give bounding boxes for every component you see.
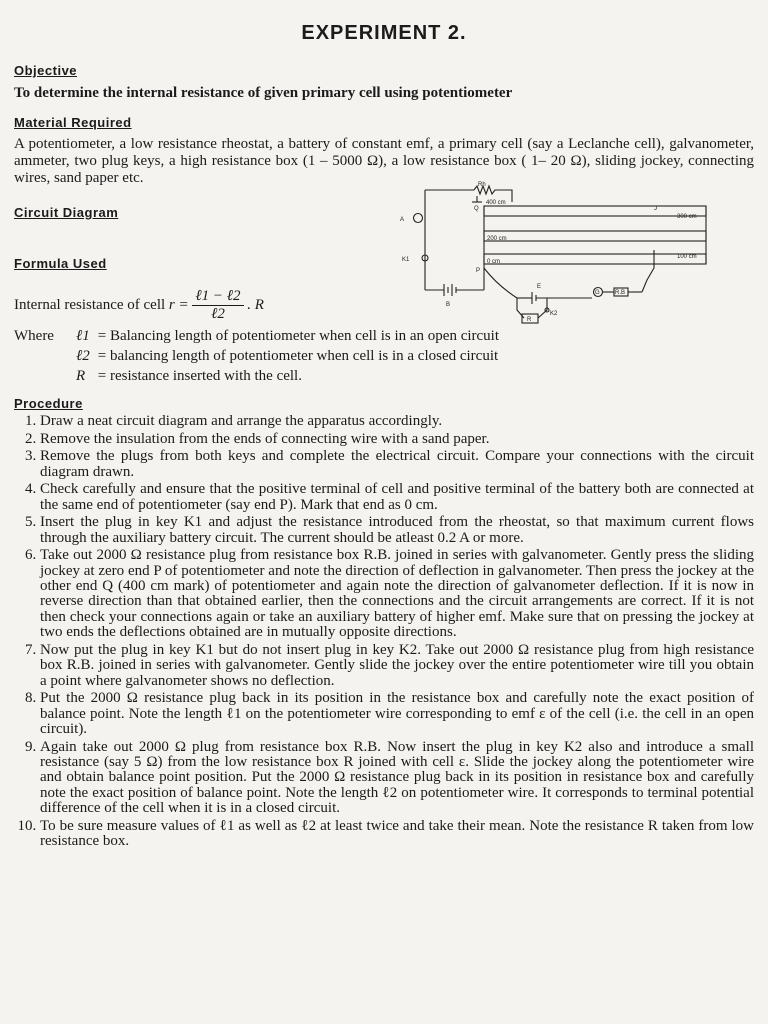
label-rb: R.B <box>615 290 626 296</box>
procedure-step: 8. Put the 2000 Ω resistance plug back in its position in the resistance box and carefully note the exact position of balance point. Note the length ℓ1 on the potentiometer wire corresponding to emf ε of the cell (i.e. the cell in an open circuit). <box>40 691 754 737</box>
formula-rhs: . R <box>247 296 264 313</box>
where-sym: R <box>76 368 86 384</box>
formula-lhs: r = <box>168 296 189 313</box>
label-b: B <box>446 302 451 308</box>
label-k2: K2 <box>550 311 558 317</box>
label-q: Q <box>474 206 479 212</box>
formula-fraction <box>192 288 243 323</box>
where-label: Where <box>14 328 54 344</box>
where-sym: ℓ1 <box>76 328 90 344</box>
procedure-list <box>18 414 754 852</box>
where-block <box>14 326 499 386</box>
procedure-step: 7. Now put the plug in key K1 but do not insert plug in key K2. Take out 2000 Ω resistance plug from high resistance box R.B. joined in series with galvanometer. Gently slide the jockey over the entire potentiometer wire till you obtain a point where galvanometer shows no deflection. <box>40 643 754 689</box>
label-a: A <box>400 217 405 223</box>
where-sym: ℓ2 <box>76 348 90 364</box>
procedure-step: 6. Take out 2000 Ω resistance plug from resistance box R.B. joined in series with galvanometer. Gently press the sliding jockey at zero end P of potentiometer and note the direction of deflection in galvanometer. Then press the jockey at the other end Q (400 cm mark) of potentiometer and again note the direction of galvanometer deflection. If it is now in reverse direction than that obtained earlier, then the connections and the circuit arrangements are correct. If it is not then check your connections again or take an auxiliary battery of higher emf. Make sure that on pressing the jockey at two ends the deflections obtained are in mutually opposite directions. <box>40 548 754 640</box>
label-j: J <box>654 206 657 212</box>
procedure-step: 4. Check carefully and ensure that the positive terminal of cell and positive terminal of the battery both are connected at the same end of potentiometer (say end P). Mark that end as 0 cm. <box>40 482 754 513</box>
formula-heading: Formula Used <box>14 256 107 271</box>
objective-heading: Objective <box>14 63 78 78</box>
procedure-step: 9. Again take out 2000 Ω plug from resistance box R.B. Now insert the plug in key K2 also and introduce a small resistance (say 5 Ω) from the low resistance box R joined with cell ε. Slide the jockey along the potentiometer wire and obtain balance point position. Put the 2000 Ω resistance plug back in its position in resistance box and carefully note the exact position of balance point. Note the length ℓ2 on potentiometer wire. It corresponds to terminal potential difference of the cell when it is in a closed circuit. <box>40 740 754 817</box>
procedure-step: 10. To be sure measure values of ℓ1 as well as ℓ2 at least twice and take their mean. Note the resistance R taken from low resistance box. <box>40 819 754 850</box>
formula <box>14 288 264 323</box>
procedure-step: 3. Remove the plugs from both keys and complete the electrical circuit. Compare your connections with the circuit diagram drawn. <box>40 449 754 480</box>
procedure-step: 1. Draw a neat circuit diagram and arrange the apparatus accordingly. <box>40 414 754 429</box>
where-text: = balancing length of potentiometer when cell is in a closed circuit <box>97 348 499 364</box>
circuit-diagram <box>392 180 732 330</box>
label-400cm: 400 cm <box>486 200 506 206</box>
label-300cm: 300 cm <box>677 214 697 220</box>
procedure-step: 2. Remove the insulation from the ends of connecting wire with a sand paper. <box>40 432 754 447</box>
label-200cm: 200 cm <box>487 236 507 242</box>
formula-denominator: ℓ2 <box>211 306 225 322</box>
label-r: R <box>527 317 532 323</box>
formula-lead: Internal resistance of cell <box>14 296 166 313</box>
label-g: G <box>595 290 600 296</box>
circuit-heading: Circuit Diagram <box>14 205 119 220</box>
where-text: = Balancing length of potentiometer when cell is in an open circuit <box>97 328 500 344</box>
label-e: E <box>537 284 542 290</box>
procedure-heading: Procedure <box>14 396 83 411</box>
label-p: P <box>476 268 481 274</box>
page-title: EXPERIMENT 2. <box>301 22 467 44</box>
label-0cm: 0 cm <box>487 259 501 265</box>
label-rh: Rh <box>478 182 486 188</box>
material-heading: Material Required <box>14 115 132 130</box>
label-k1: K1 <box>402 257 410 263</box>
objective-text: To determine the internal resistance of given primary cell using potentiometer <box>14 85 513 101</box>
procedure-step: 5. Insert the plug in key K1 and adjust the resistance introduced from the rheostat, so that maximum current flows through the auxiliary battery circuit. The current should be atleast 0.2 A or more. <box>40 515 754 546</box>
formula-numerator: ℓ1 − ℓ2 <box>192 288 243 306</box>
material-text: A potentiometer, a low resistance rheostat, a battery of constant emf, a primary cell (say a Leclanche cell), galvanometer, ammeter, two plug keys, a high resistance box (1 – 5000 Ω), a low resistance box ( 1– 20 Ω), sliding jockey, connecting wires, sand paper etc. <box>14 136 754 186</box>
label-100cm: 100 cm <box>677 254 697 260</box>
where-text: = resistance inserted with the cell. <box>97 368 302 384</box>
